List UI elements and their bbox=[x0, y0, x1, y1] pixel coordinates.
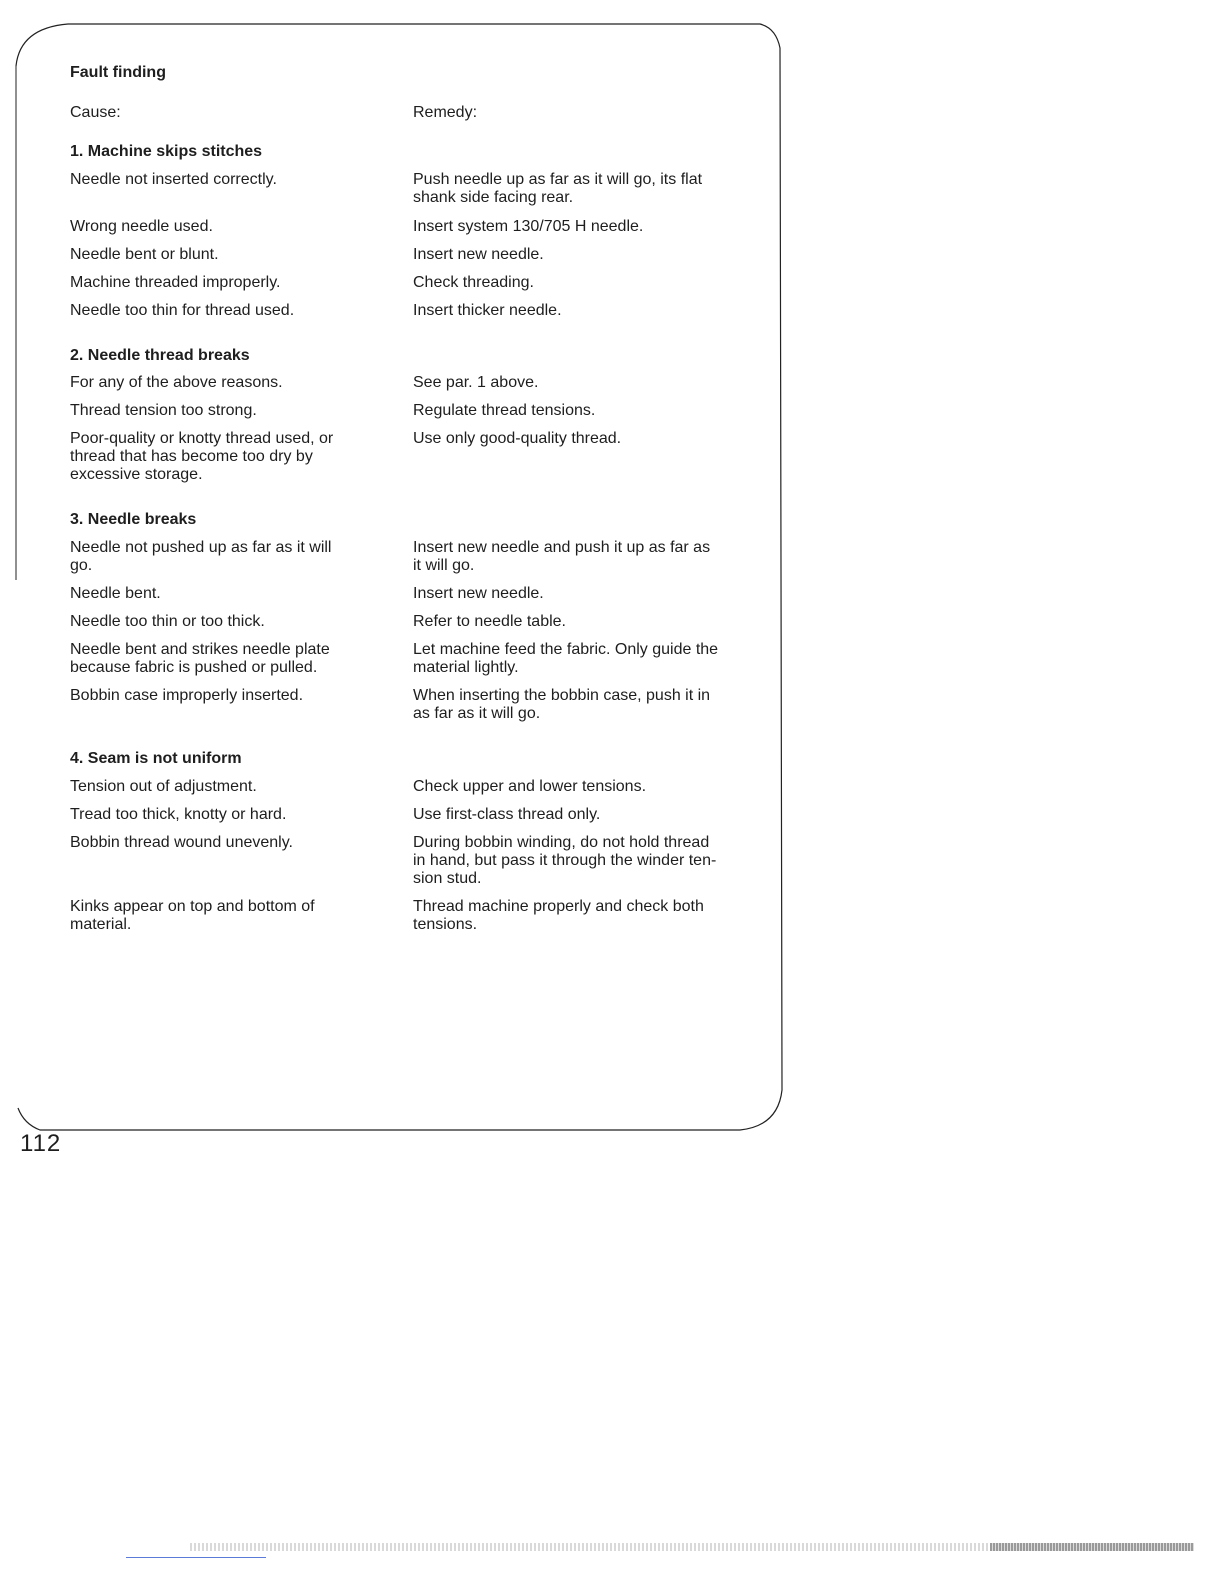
cause-text: Bobbin case improperly inserted. bbox=[70, 687, 304, 704]
remedy-column-label: Remedy: bbox=[413, 104, 478, 121]
remedy-text: Use first-class thread only. bbox=[413, 806, 601, 823]
scan-artifact-line bbox=[126, 1557, 266, 1558]
cause-text: Needle too thin or too thick. bbox=[70, 613, 265, 630]
cause-text: Needle bent or blunt. bbox=[70, 246, 219, 263]
cause-text: Needle not pushed up as far as it will go. bbox=[70, 539, 332, 574]
remedy-text: Push needle up as far as it will go, its flat shank side facing rear. bbox=[413, 171, 703, 206]
section-title: 3. Needle breaks bbox=[70, 511, 197, 528]
remedy-text: See par. 1 above. bbox=[413, 374, 539, 391]
remedy-text: Let machine feed the fabric. Only guide the material lightly. bbox=[413, 641, 719, 676]
cause-text: Needle not inserted correctly. bbox=[70, 171, 277, 188]
remedy-text: Regulate thread tensions. bbox=[413, 402, 596, 419]
cause-text: Tread too thick, knotty or hard. bbox=[70, 806, 287, 823]
remedy-text: Thread machine properly and check both tensions. bbox=[413, 898, 704, 933]
section-title: 1. Machine skips stitches bbox=[70, 143, 263, 160]
remedy-text: Refer to needle table. bbox=[413, 613, 566, 630]
cause-text: Bobbin thread wound unevenly. bbox=[70, 834, 293, 851]
cause-text: Poor-quality or knotty thread used, or thread that has become too dry by excessive storage. bbox=[70, 430, 334, 483]
cause-text: Machine threaded improperly. bbox=[70, 274, 281, 291]
section-title: 4. Seam is not uniform bbox=[70, 750, 242, 767]
remedy-text: Insert new needle and push it up as far as it will go. bbox=[413, 539, 711, 574]
section-title: 2. Needle thread breaks bbox=[70, 347, 250, 364]
cause-text: Wrong needle used. bbox=[70, 218, 213, 235]
remedy-text: Use only good-quality thread. bbox=[413, 430, 622, 447]
cause-text: Needle bent and strikes needle plate because fabric is pushed or pulled. bbox=[70, 641, 330, 676]
cause-text: Needle too thin for thread used. bbox=[70, 302, 295, 319]
cause-text: Needle bent. bbox=[70, 585, 161, 602]
cause-column-label: Cause: bbox=[70, 104, 121, 121]
page-number: 112 bbox=[20, 1130, 62, 1157]
remedy-text: Check threading. bbox=[413, 274, 534, 291]
cause-text: For any of the above reasons. bbox=[70, 374, 283, 391]
remedy-text: Insert thicker needle. bbox=[413, 302, 562, 319]
scan-artifact-bar bbox=[190, 1543, 1194, 1551]
cause-text: Thread tension too strong. bbox=[70, 402, 257, 419]
cause-text: Tension out of adjustment. bbox=[70, 778, 257, 795]
remedy-text: Insert system 130/705 H needle. bbox=[413, 218, 644, 235]
page-title: Fault finding bbox=[70, 64, 166, 81]
remedy-text: Check upper and lower tensions. bbox=[413, 778, 647, 795]
remedy-text: Insert new needle. bbox=[413, 246, 544, 263]
remedy-text: During bobbin winding, do not hold thread in hand, but pass it through the winder ten- sion stud. bbox=[413, 834, 717, 887]
remedy-text: Insert new needle. bbox=[413, 585, 544, 602]
remedy-text: When inserting the bobbin case, push it in as far as it will go. bbox=[413, 687, 711, 722]
cause-text: Kinks appear on top and bottom of material. bbox=[70, 898, 315, 933]
